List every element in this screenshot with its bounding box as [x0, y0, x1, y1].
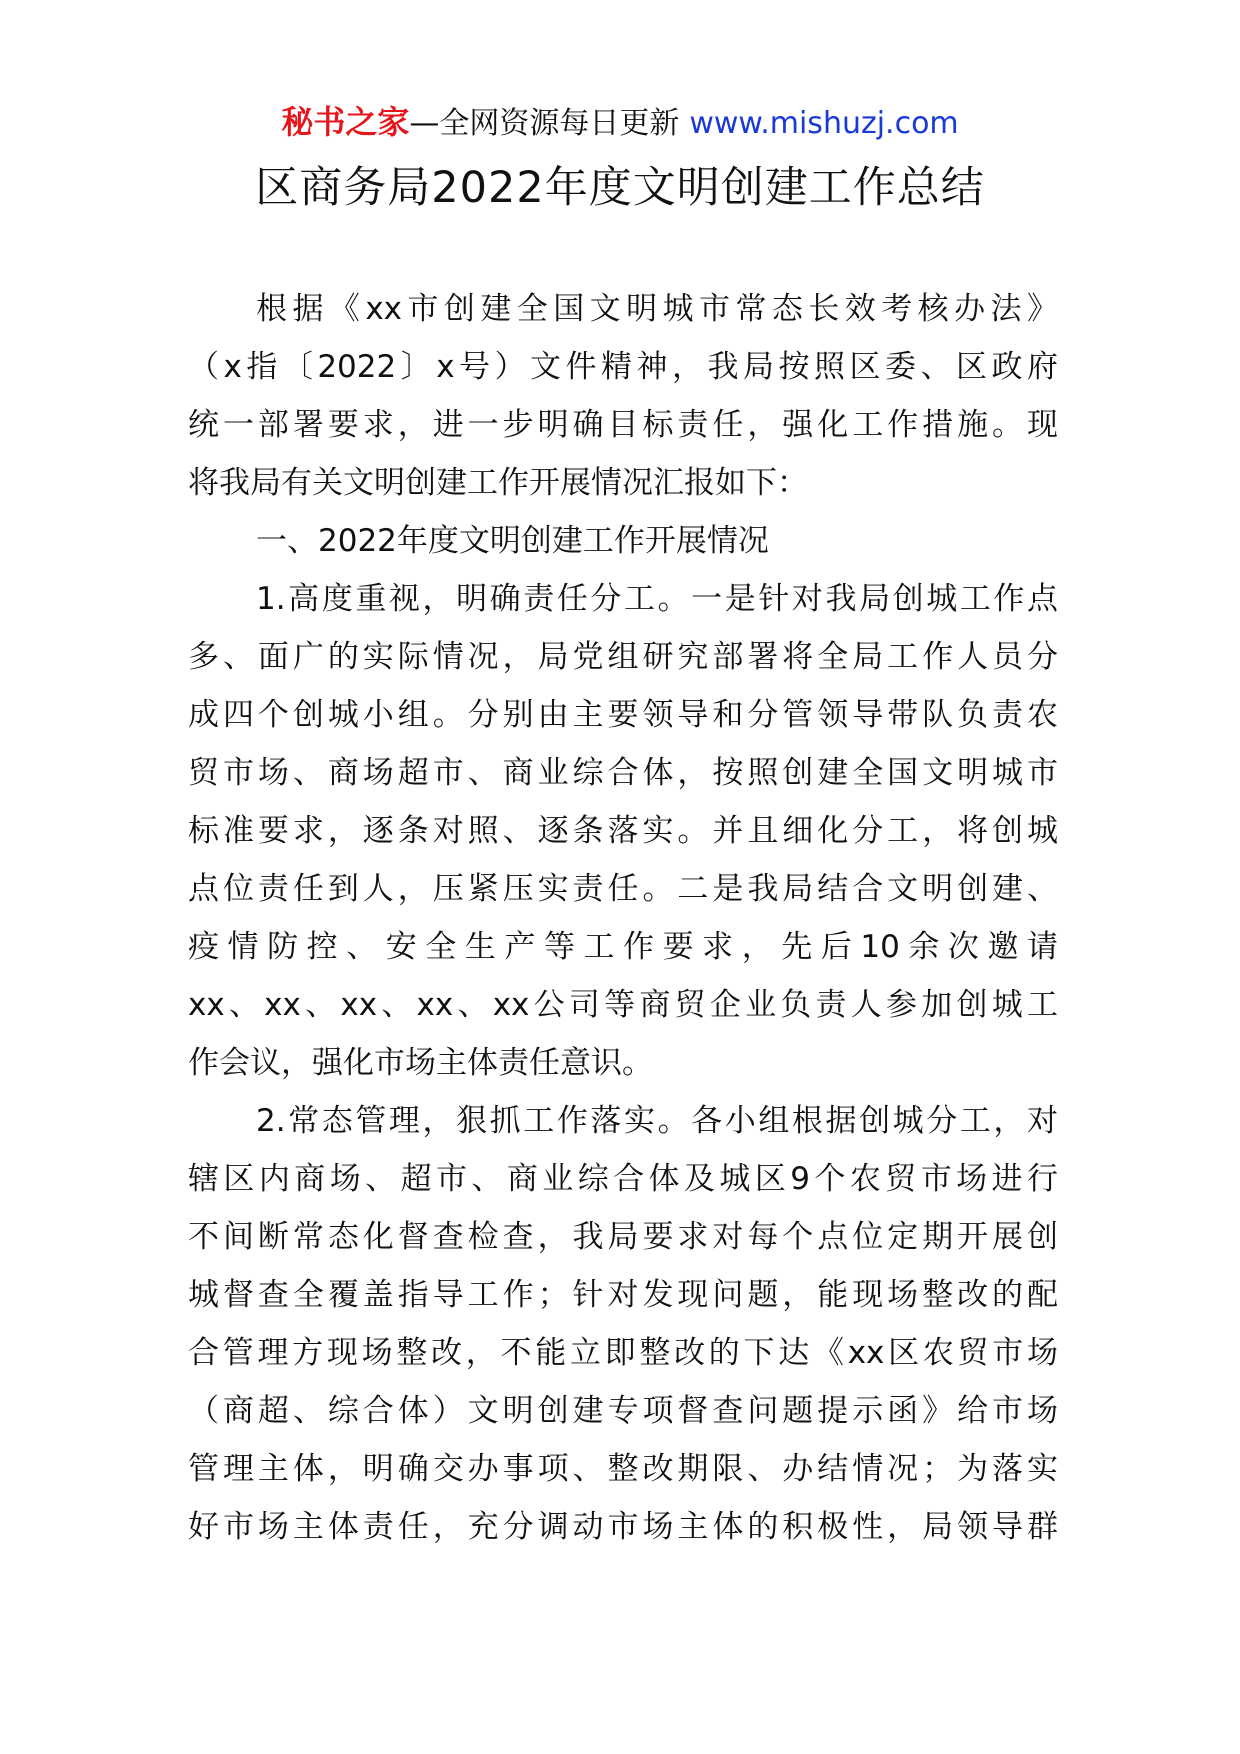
- body-line: 好市场主体责任，充分调动市场主体的积极性，局领导群: [188, 1509, 1058, 1545]
- body-line: 管理主体，明确交办事项、整改期限、办结情况；为落实: [188, 1451, 1058, 1487]
- body-line: 合管理方现场整改，不能立即整改的下达《xx区农贸市场: [188, 1335, 1058, 1371]
- body-line: 贸市场、商场超市、商业综合体，按照创建全国文明城市: [188, 755, 1058, 791]
- body-line: 城督查全覆盖指导工作；针对发现问题，能现场整改的配: [188, 1277, 1058, 1313]
- watermark-url[interactable]: www.mishuzj.com: [689, 106, 959, 141]
- body-line: 作会议，强化市场主体责任意识。: [188, 1045, 653, 1081]
- body-line: 1.高度重视，明确责任分工。一是针对我局创城工作点: [256, 581, 1058, 617]
- watermark-tagline: —全网资源每日更新: [409, 106, 680, 141]
- body-line: 点位责任到人，压紧压实责任。二是我局结合文明创建、: [188, 871, 1058, 907]
- document-title: 区商务局2022年度文明创建工作总结: [255, 163, 985, 213]
- body-line: （x指〔2022〕x号）文件精神，我局按照区委、区政府: [188, 349, 1058, 385]
- body-line: 不间断常态化督查检查，我局要求对每个点位定期开展创: [188, 1219, 1058, 1255]
- body-line: 疫情防控、安全生产等工作要求，先后10余次邀请: [188, 929, 1058, 965]
- body-line: 将我局有关文明创建工作开展情况汇报如下：: [188, 465, 808, 501]
- body-line: 多、面广的实际情况，局党组研究部署将全局工作人员分: [188, 639, 1058, 675]
- body-line: 标准要求，逐条对照、逐条落实。并且细化分工，将创城: [188, 813, 1058, 849]
- body-line: （商超、综合体）文明创建专项督查问题提示函》给市场: [188, 1393, 1058, 1429]
- body-line: 2.常态管理，狠抓工作落实。各小组根据创城分工，对: [256, 1103, 1058, 1139]
- body-line: xx、xx、xx、xx、xx公司等商贸企业负责人参加创城工: [188, 987, 1058, 1023]
- body-line: 成四个创城小组。分别由主要领导和分管领导带队负责农: [188, 697, 1058, 733]
- body-line: 根据《xx市创建全国文明城市常态长效考核办法》: [256, 291, 1058, 327]
- body-line: 一、2022年度文明创建工作开展情况: [256, 523, 769, 559]
- watermark-header: [0, 102, 1240, 144]
- body-line: 辖区内商场、超市、商业综合体及城区9个农贸市场进行: [188, 1161, 1058, 1197]
- body-line: 统一部署要求，进一步明确目标责任，强化工作措施。现: [188, 407, 1058, 443]
- watermark-brand: 秘书之家: [281, 103, 410, 141]
- document-body: [188, 280, 1058, 1556]
